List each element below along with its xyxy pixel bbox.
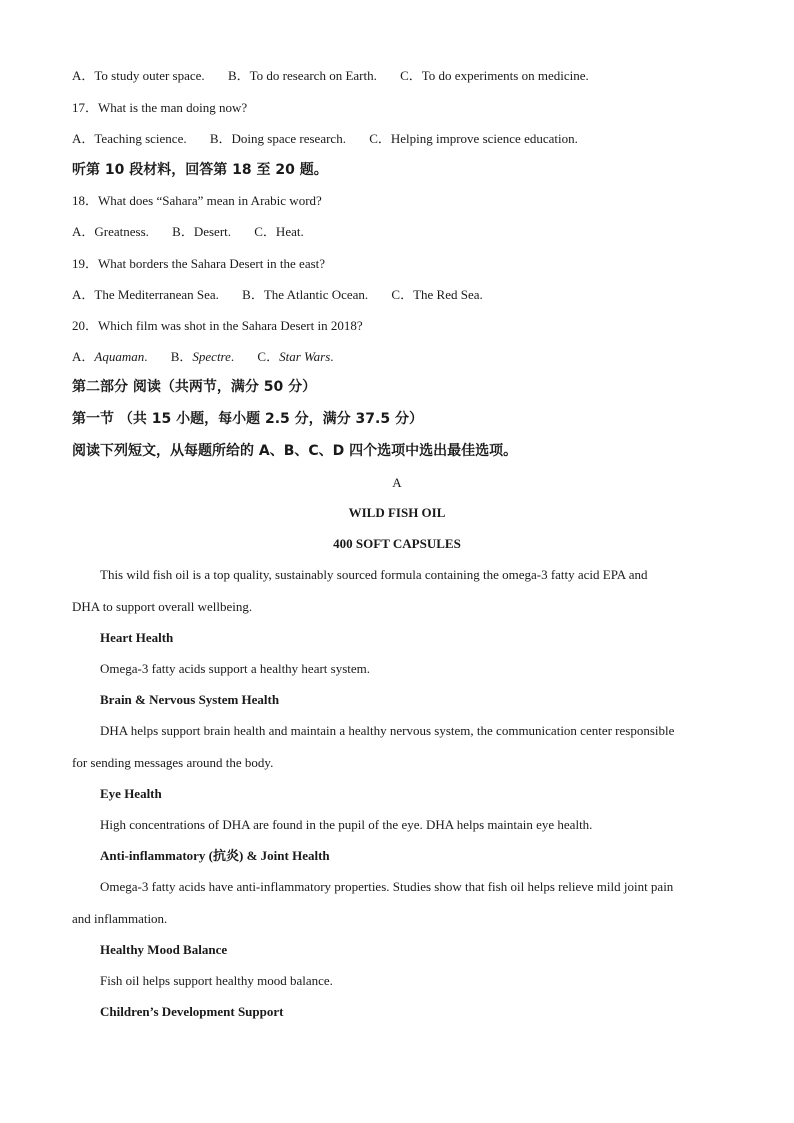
mood-text: Fish oil helps support healthy mood balance.: [100, 973, 333, 988]
passage-title: WILD FISH OIL: [348, 505, 446, 520]
q17-option-c: C．Helping improve science education.: [369, 131, 578, 146]
q20-option-c-prefix: C．: [257, 349, 280, 364]
q18-option-b: B．Desert.: [172, 224, 232, 239]
q16-options: [72, 68, 589, 84]
q20-option-b: [171, 349, 234, 365]
eye-text: High concentrations of DHA are found in the pupil of the eye. DHA helps maintain eye health.: [100, 817, 593, 832]
q16-option-b: B．To do research on Earth.: [227, 68, 377, 83]
q20-option-a-title: Aquaman: [94, 349, 145, 364]
section10-instruction: 听第 10 段材料，回答第 18 至 20 题。: [72, 162, 328, 178]
brain-line-1: DHA helps support brain health and maintain a healthy nervous system, the communication center responsible: [100, 723, 675, 738]
q17-option-a: A．Teaching science.: [72, 131, 187, 146]
q20-option-b-suffix: .: [230, 349, 235, 364]
q17-option-b: B．Doing space research.: [209, 131, 346, 146]
heart-heading: Heart Health: [100, 630, 174, 645]
q20-option-a-suffix: .: [144, 349, 148, 364]
q20-option-c-title: Star Wars: [279, 349, 331, 364]
q17-options: [72, 131, 578, 147]
mood-heading: Healthy Mood Balance: [100, 942, 228, 957]
q20-option-a-prefix: A．: [72, 349, 95, 364]
q20-option-c-suffix: .: [330, 349, 334, 364]
children-heading: Children’s Development Support: [100, 1004, 284, 1019]
q19-question: 19．What borders the Sahara Desert in the east?: [72, 256, 326, 271]
q16-option-a: A．To study outer space.: [72, 68, 205, 83]
q16-option-c: C．To do experiments on medicine.: [400, 68, 589, 83]
anti-inflammatory-line-1: Omega-3 fatty acids have anti-inflammatory properties. Studies show that fish oil helps relieve mild joint pain: [100, 879, 674, 894]
q19-options: [72, 287, 483, 303]
brain-line-2: for sending messages around the body.: [72, 755, 274, 770]
anti-inflammatory-line-2: and inflammation.: [72, 911, 168, 926]
q20-options: [72, 349, 334, 365]
reading-instruction: 阅读下列短文，从每题所给的 A、B、C、D 四个选项中选出最佳选项。: [72, 443, 518, 459]
passage-subtitle: 400 SOFT CAPSULES: [333, 536, 461, 551]
heart-text: Omega-3 fatty acids support a healthy heart system.: [100, 661, 371, 676]
part2-heading: 第二部分 阅读（共两节，满分 50 分）: [72, 379, 317, 395]
intro-line-2: DHA to support overall wellbeing.: [72, 599, 253, 614]
anti-inflammatory-heading: Anti-inflammatory (抗炎) & Joint Health: [100, 848, 330, 863]
q18-option-c: C．Heat.: [254, 224, 304, 239]
q20-option-c: [257, 349, 333, 365]
q17-question: 17．What is the man doing now?: [72, 100, 248, 115]
eye-heading: Eye Health: [100, 786, 162, 801]
passage-letter: A: [392, 475, 402, 490]
q20-question: 20．Which film was shot in the Sahara Desert in 2018?: [72, 318, 363, 333]
q19-option-a: A．The Mediterranean Sea.: [72, 287, 219, 302]
intro-line-1: This wild fish oil is a top quality, sustainably sourced formula containing the omega-3 fatty acid EPA and: [100, 567, 648, 582]
brain-heading: Brain & Nervous System Health: [100, 692, 280, 707]
q18-options: [72, 224, 304, 240]
q18-question: 18．What does “Sahara” mean in Arabic word?: [72, 193, 322, 208]
q18-option-a: A．Greatness.: [72, 224, 149, 239]
q19-option-b: B．The Atlantic Ocean.: [242, 287, 369, 302]
q20-option-b-prefix: B．: [170, 349, 193, 364]
q20-option-b-title: Spectre: [192, 349, 231, 364]
section1-heading: 第一节 （共 15 小题，每小题 2.5 分，满分 37.5 分）: [72, 411, 423, 427]
q19-option-c: C．The Red Sea.: [391, 287, 483, 302]
q20-option-a: [72, 349, 147, 365]
